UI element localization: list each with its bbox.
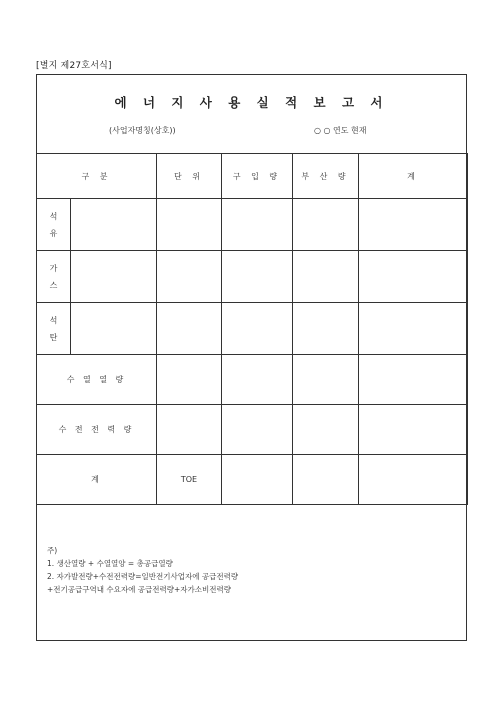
oil-byproduct-cell[interactable] xyxy=(293,199,359,251)
note-line-1: 1. 생산열량 + 수열열양 = 총공급열량 xyxy=(47,559,173,568)
total-label: 계 xyxy=(37,455,157,505)
report-form xyxy=(36,74,467,641)
gas-subtype-cell[interactable] xyxy=(71,251,157,303)
table-row-heat xyxy=(37,355,468,405)
power-purchase-cell[interactable] xyxy=(222,405,293,455)
power-unit-cell[interactable] xyxy=(157,405,222,455)
oil-unit-cell[interactable] xyxy=(157,199,222,251)
gas-purchase-cell[interactable] xyxy=(222,251,293,303)
oil-purchase-cell[interactable] xyxy=(222,199,293,251)
power-total-cell[interactable] xyxy=(359,405,468,455)
coal-subtype-cell[interactable] xyxy=(71,303,157,355)
fuel-label-oil: 석 유 xyxy=(37,199,71,251)
fuel-label-gas: 가 스 xyxy=(37,251,71,303)
oil-total-cell[interactable] xyxy=(359,199,468,251)
heat-unit-cell[interactable] xyxy=(157,355,222,405)
note-line-2: 2. 자가발전량+수전전력량=일반전기사업자에 공급전력량 xyxy=(47,572,239,581)
fuel-label-coal: 석 탄 xyxy=(37,303,71,355)
report-title: 에 너 지 사 용 실 적 보 고 서 xyxy=(114,95,389,110)
heat-total-cell[interactable] xyxy=(359,355,468,405)
table-row-power xyxy=(37,405,468,455)
header-total: 계 xyxy=(359,154,468,199)
gas-byproduct-cell[interactable] xyxy=(293,251,359,303)
table-row-oil xyxy=(37,199,468,251)
table-row-total xyxy=(37,455,468,505)
header-category: 구 분 xyxy=(37,154,157,199)
report-year-field: ○ ○ 연도 현재 xyxy=(314,126,367,135)
table-row-coal xyxy=(37,303,468,355)
heat-label: 수 열 열 량 xyxy=(37,355,157,405)
header-purchase: 구 입 량 xyxy=(222,154,293,199)
form-number-label: [별지 제27호서식] xyxy=(36,61,112,71)
gas-total-cell[interactable] xyxy=(359,251,468,303)
notes-section xyxy=(47,544,238,596)
coal-unit-cell[interactable] xyxy=(157,303,222,355)
coal-total-cell[interactable] xyxy=(359,303,468,355)
oil-subtype-cell[interactable] xyxy=(71,199,157,251)
table-row-gas xyxy=(37,251,468,303)
power-label: 수 전 전 력 량 xyxy=(37,405,157,455)
gas-unit-cell[interactable] xyxy=(157,251,222,303)
header-unit: 단 위 xyxy=(157,154,222,199)
total-byproduct-cell[interactable] xyxy=(293,455,359,505)
energy-usage-table xyxy=(36,153,468,505)
total-unit-cell: TOE xyxy=(157,455,222,505)
coal-purchase-cell[interactable] xyxy=(222,303,293,355)
coal-byproduct-cell[interactable] xyxy=(293,303,359,355)
heat-purchase-cell[interactable] xyxy=(222,355,293,405)
table-header-row xyxy=(37,154,468,199)
header-byproduct: 부 산 량 xyxy=(293,154,359,199)
note-line-3: +전기공급구역내 수요자에 공급전력량+자가소비전력량 xyxy=(47,585,231,594)
power-byproduct-cell[interactable] xyxy=(293,405,359,455)
company-name-field: (사업자명칭(상호)) xyxy=(109,126,176,135)
total-total-cell[interactable] xyxy=(359,455,468,505)
heat-byproduct-cell[interactable] xyxy=(293,355,359,405)
notes-heading: 주) xyxy=(47,546,58,555)
total-purchase-cell[interactable] xyxy=(222,455,293,505)
